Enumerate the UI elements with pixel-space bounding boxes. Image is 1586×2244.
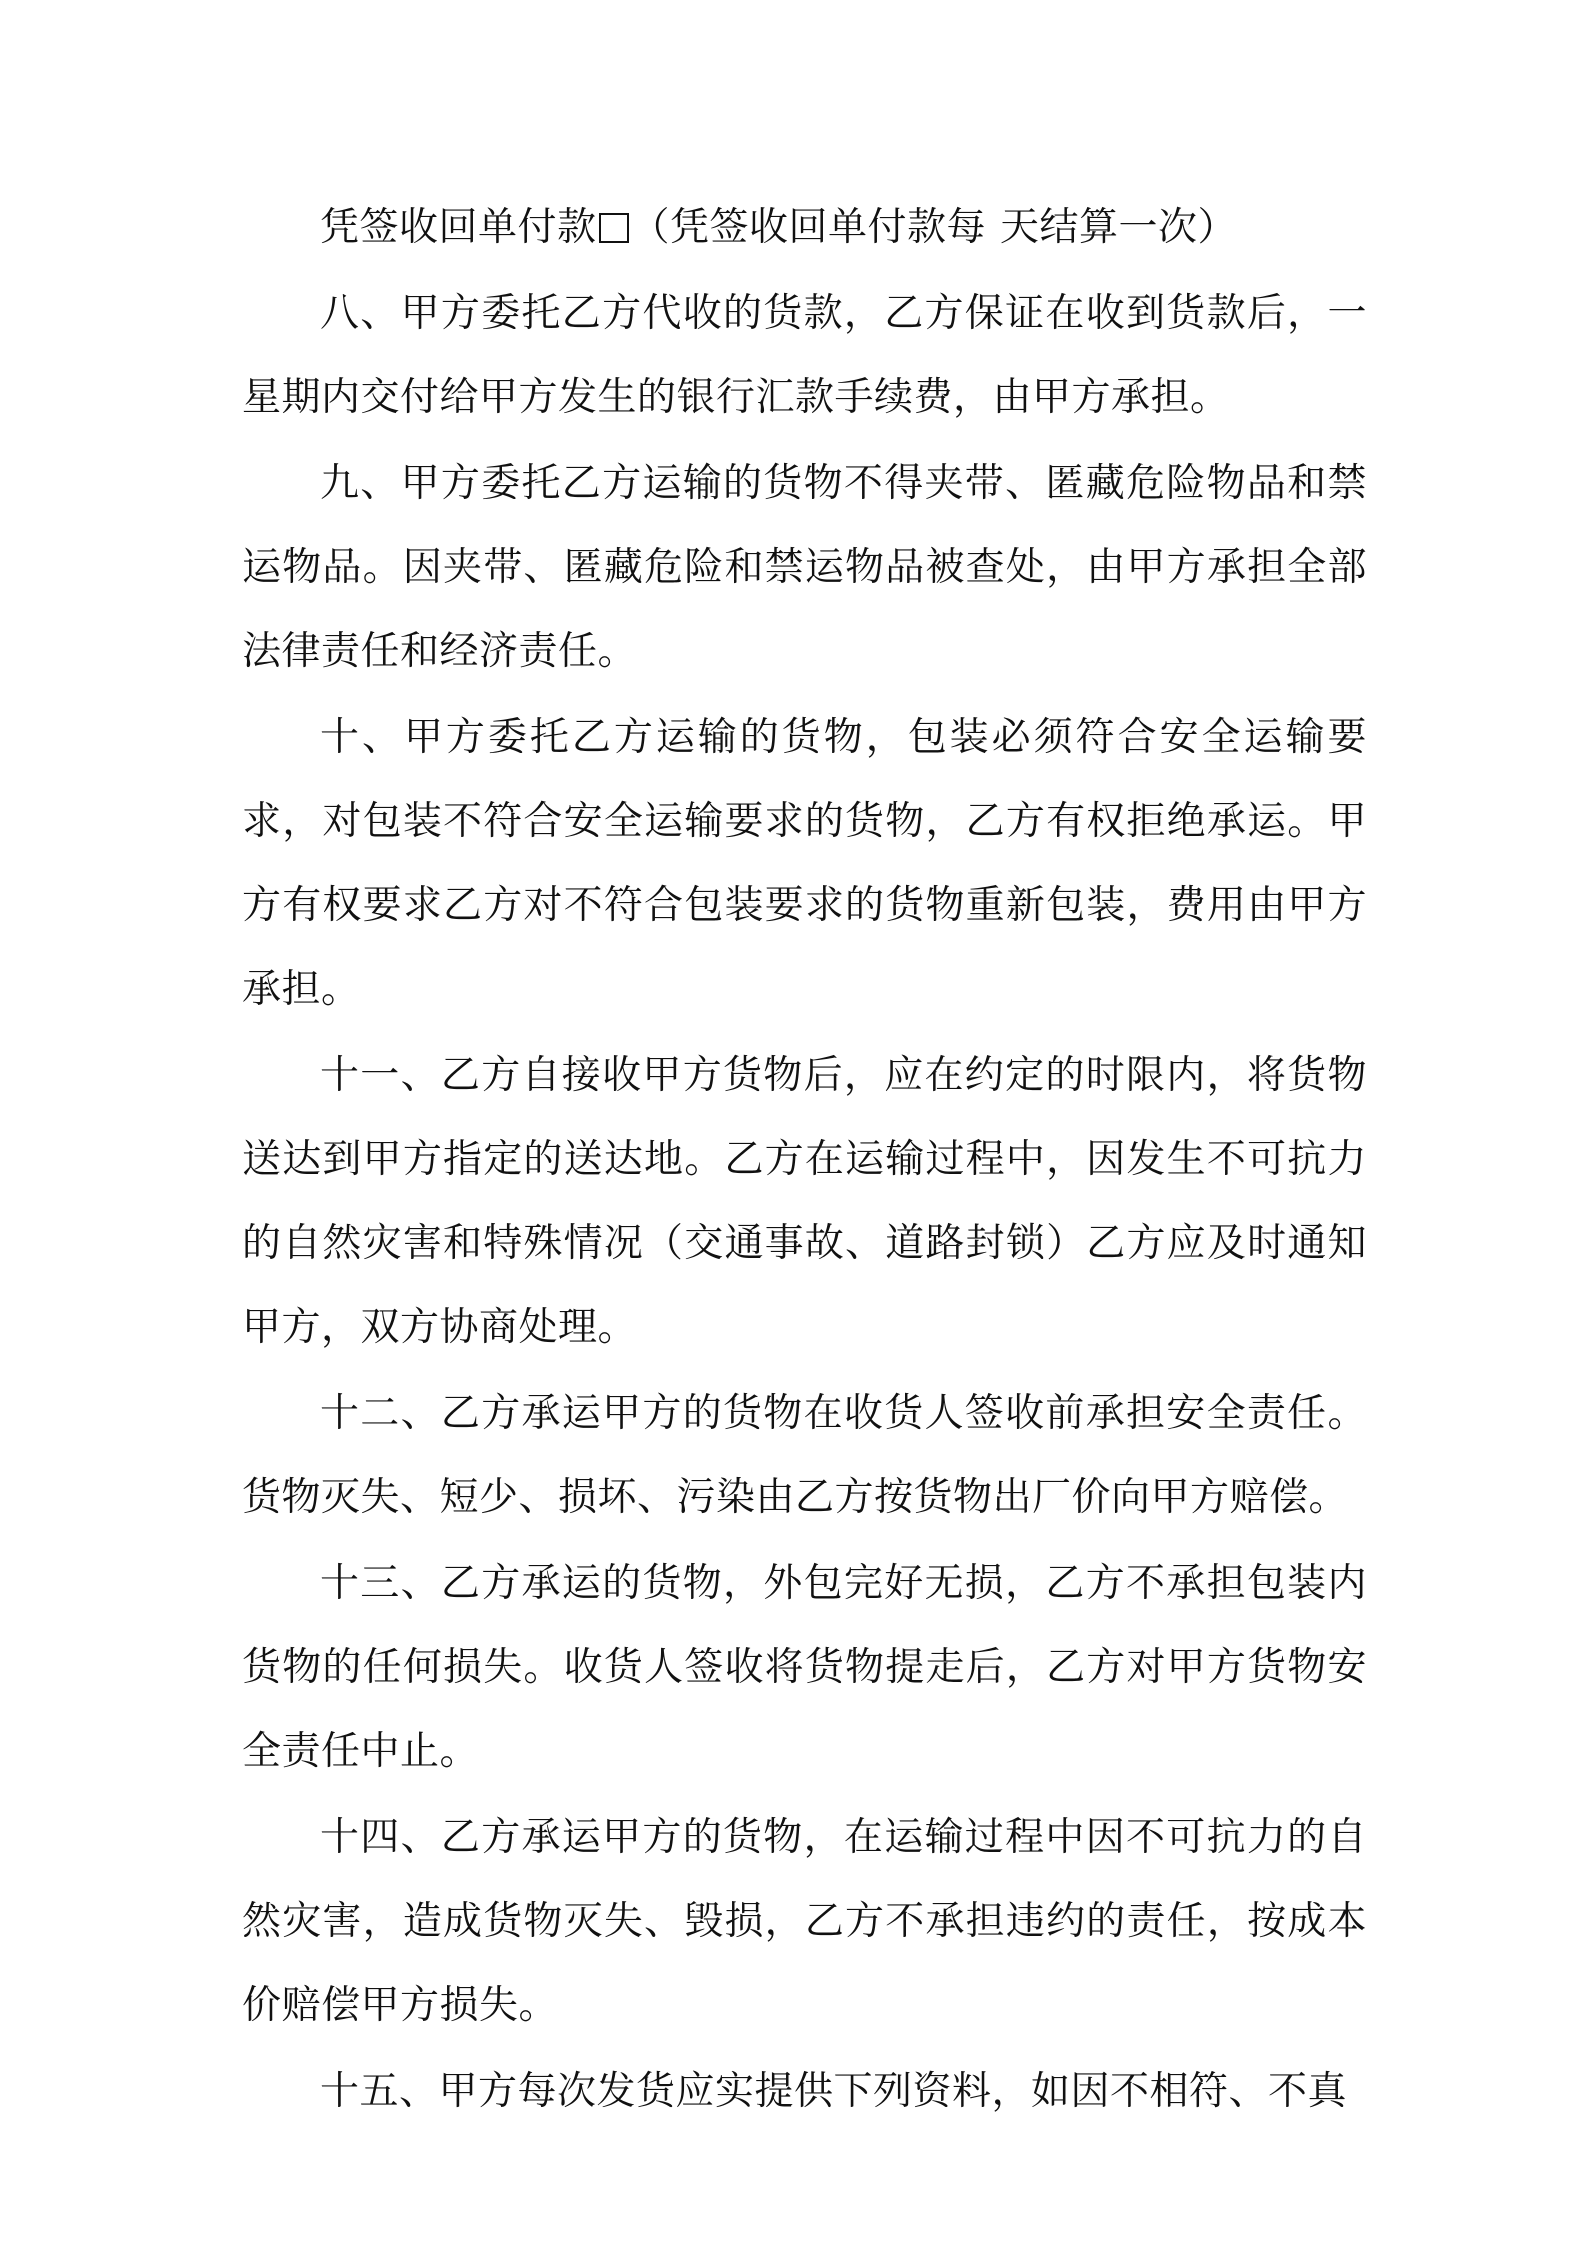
settlement-text-before-blank: （凭签收回单付款每 [630,205,987,250]
clause-14: 十四、乙方承运甲方的货物，在运输过程中因不可抗力的自然灾害，造成货物灭失、毁损，乙方不承担违约的责任，按成本价赔偿甲方损失。 [242,1815,1367,2028]
clause-13: 十三、乙方承运的货物，外包完好无损，乙方不承担包装内货物的任何损失。收货人签收将货物提走后，乙方对甲方货物安全责任中止。 [242,1561,1367,1774]
clause-15: 十五、甲方每次发货应实提供下列资料，如因不相符、不真 [320,2069,1348,2114]
clause-11: 十一、乙方自接收甲方货物后，应在约定的时限内，将货物送达到甲方指定的送达地。乙方在运输过程中，因发生不可抗力的自然灾害和特殊情况（交通事故、道路封锁）乙方应及时通知甲方，双方协商处理。 [242,1053,1367,1350]
checkbox-icon[interactable] [599,213,629,243]
document-body [242,186,1367,2134]
clause-9: 九、甲方委托乙方运输的货物不得夹带、匿藏危险物品和禁运物品。因夹带、匿藏危险和禁运物品被查处，由甲方承担全部法律责任和经济责任。 [242,461,1367,674]
clause-10: 十、甲方委托乙方运输的货物，包装必须符合安全运输要求，对包装不符合安全运输要求的货物，乙方有权拒绝承运。甲方有权要求乙方对不符合包装要求的货物重新包装，费用由甲方承担。 [242,715,1367,1012]
payment-method-label: 凭签收回单付款 [320,205,597,250]
clause-12: 十二、乙方承运甲方的货物在收货人签收前承担安全责任。货物灭失、短少、损坏、污染由乙方按货物出厂价向甲方赔偿。 [242,1391,1367,1520]
clause-8: 八、甲方委托乙方代收的货款，乙方保证在收到货款后，一星期内交付给甲方发生的银行汇款手续费，由甲方承担。 [242,291,1367,420]
settlement-text-after-blank: 天结算一次） [1000,205,1238,250]
payment-method-line [242,186,1367,270]
